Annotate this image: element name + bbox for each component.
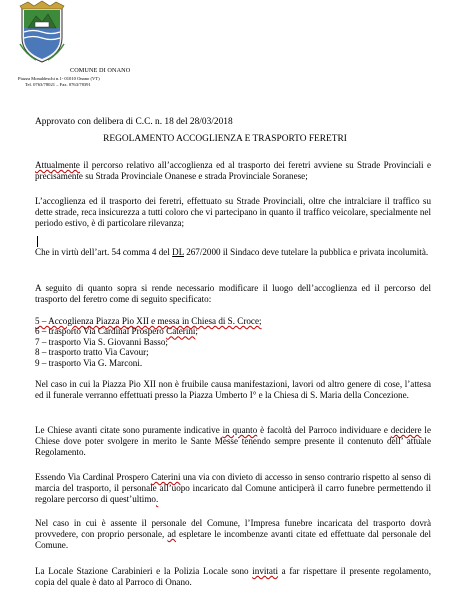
p3-dl: DL — [172, 247, 184, 257]
route-item — [35, 337, 262, 347]
text-cursor — [37, 236, 38, 247]
p6-e: le Chiese dove poter svolgere in merito le Sante Messe tenendo sempre presente il contenuto dell’ attuale Regolamento. — [35, 425, 431, 457]
title-first-word: REGOLAMENTO — [103, 134, 175, 144]
route-item-1: 5 – Accoglienza Piazza Pio XII e messa in Chiesa di S. Croce; — [35, 316, 262, 326]
comune-address: Piazza Monaldeschi n.1- 01010 Onano (VT) — [18, 76, 100, 81]
municipal-crest-icon — [18, 0, 66, 64]
document-title — [0, 134, 450, 144]
route-item-4: 8 – trasporto tratto Via Cavour; — [35, 347, 149, 358]
p7-d: . — [155, 493, 159, 504]
paragraph-7 — [35, 472, 431, 505]
paragraph-1 — [35, 160, 431, 182]
p6-a: Le Chiese avanti citate sono puramente indicative — [35, 425, 223, 435]
p6-c: è facoltà del Parroco individuare e — [257, 425, 391, 435]
paragraph-8 — [35, 518, 431, 551]
route-item — [35, 347, 262, 357]
p8-c: espletare le incombenze avanti citate ed effettuate dal personale del Comune. — [35, 528, 431, 550]
paragraph-5: Nel caso in cui la Piazza Pio XII non è fruibile causa manifestazioni, lavori od altro genere di cose, l’attesa ed il funerale verranno effettuati presso la Piazza Umberto I° e la Chiesa di S. Maria della Concezione. — [35, 379, 431, 400]
paragraph-4: A seguito di quanto sopra si rende necessario modificare il luogo dell’accoglienza ed il percorso del trasporto del feretro come di seguito specificato: — [35, 283, 431, 304]
p6-d: decidere — [390, 425, 422, 435]
title-rest: ACCOGLIENZA E TRASPORTO FERETRI — [174, 134, 347, 144]
p3-text-c: 267/2000 il Sindaco deve tutelare la pubblica e privata incolumità. — [183, 247, 429, 257]
p1-text: il percorso relativo all’accoglienza ed al trasporto dei feretri avviene su Strade Provinciali e precisamente su Strada Provinciale Onanese e strada Provinciale Soranese; — [35, 160, 431, 181]
comune-name: COMUNE DI ONANO — [70, 67, 131, 74]
route-item — [35, 358, 262, 368]
p8-a: Nel caso in cui è assente il personale del Comune, l’Impresa funebre incaricata del trasporto dovrà provvedere, con proprio personale, — [35, 518, 431, 539]
route-item — [35, 316, 262, 326]
p9-a: La Locale Stazione Carabinieri e la Polizia Locale sono — [35, 566, 253, 576]
paragraph-3 — [35, 247, 431, 258]
paragraph-9 — [35, 566, 431, 588]
approval-line: Approvato con delibera di C.C. n. 18 del 28/03/2018 — [35, 117, 233, 127]
p6-b: in quanto — [222, 425, 258, 435]
route-item-5: 9 – trasporto Via G. Marconi. — [35, 357, 143, 368]
p7-a: Essendo Via Cardinal Prospero — [35, 472, 152, 482]
paragraph-6 — [35, 425, 431, 458]
route-item-2b: Caterini — [166, 326, 196, 337]
route-item-3: 7 – trasporto Via S. Giovanni Basso; — [35, 336, 168, 347]
p7-b: Caterini — [151, 472, 181, 482]
route-item-2a: 6 – trasporto Via Cardinal Prospero — [35, 326, 167, 337]
paragraph-2: L’accoglienza ed il trasporto dei feretri, effettuato su Strade Provinciali, oltre che intralciare il traffico su dette strade, reca insicurezza a tutti coloro che vi partecipano in quanto il traffico veicolare, specialmente nel periodo estivo, è di particolare rilevanza; — [35, 196, 431, 228]
route-item — [35, 326, 262, 336]
p9-c: a far rispettare il presente regolamento, copia del quale è dato al Parroco di Onano. — [35, 566, 431, 587]
p8-b: ad — [167, 528, 176, 539]
route-list — [35, 316, 262, 368]
route-item-2c: ; — [195, 326, 198, 337]
p9-b: invitati — [252, 566, 279, 576]
p1-flagged-word: Attualmente — [35, 160, 80, 170]
comune-phone: Tel. 0763/78021 – Fax. 0763/78391 — [25, 82, 91, 87]
p3-text-a: Che in virtù dell’art. 54 comma 4 del — [35, 247, 173, 257]
p7-c: una via con divieto di accesso in senso contrario rispetto al senso di marcia del trasporto, il personale all’uopo incaricato dal Comune anticiperà il carro funebre permettendo il regolare percorso di quest’ultimo — [35, 472, 431, 504]
